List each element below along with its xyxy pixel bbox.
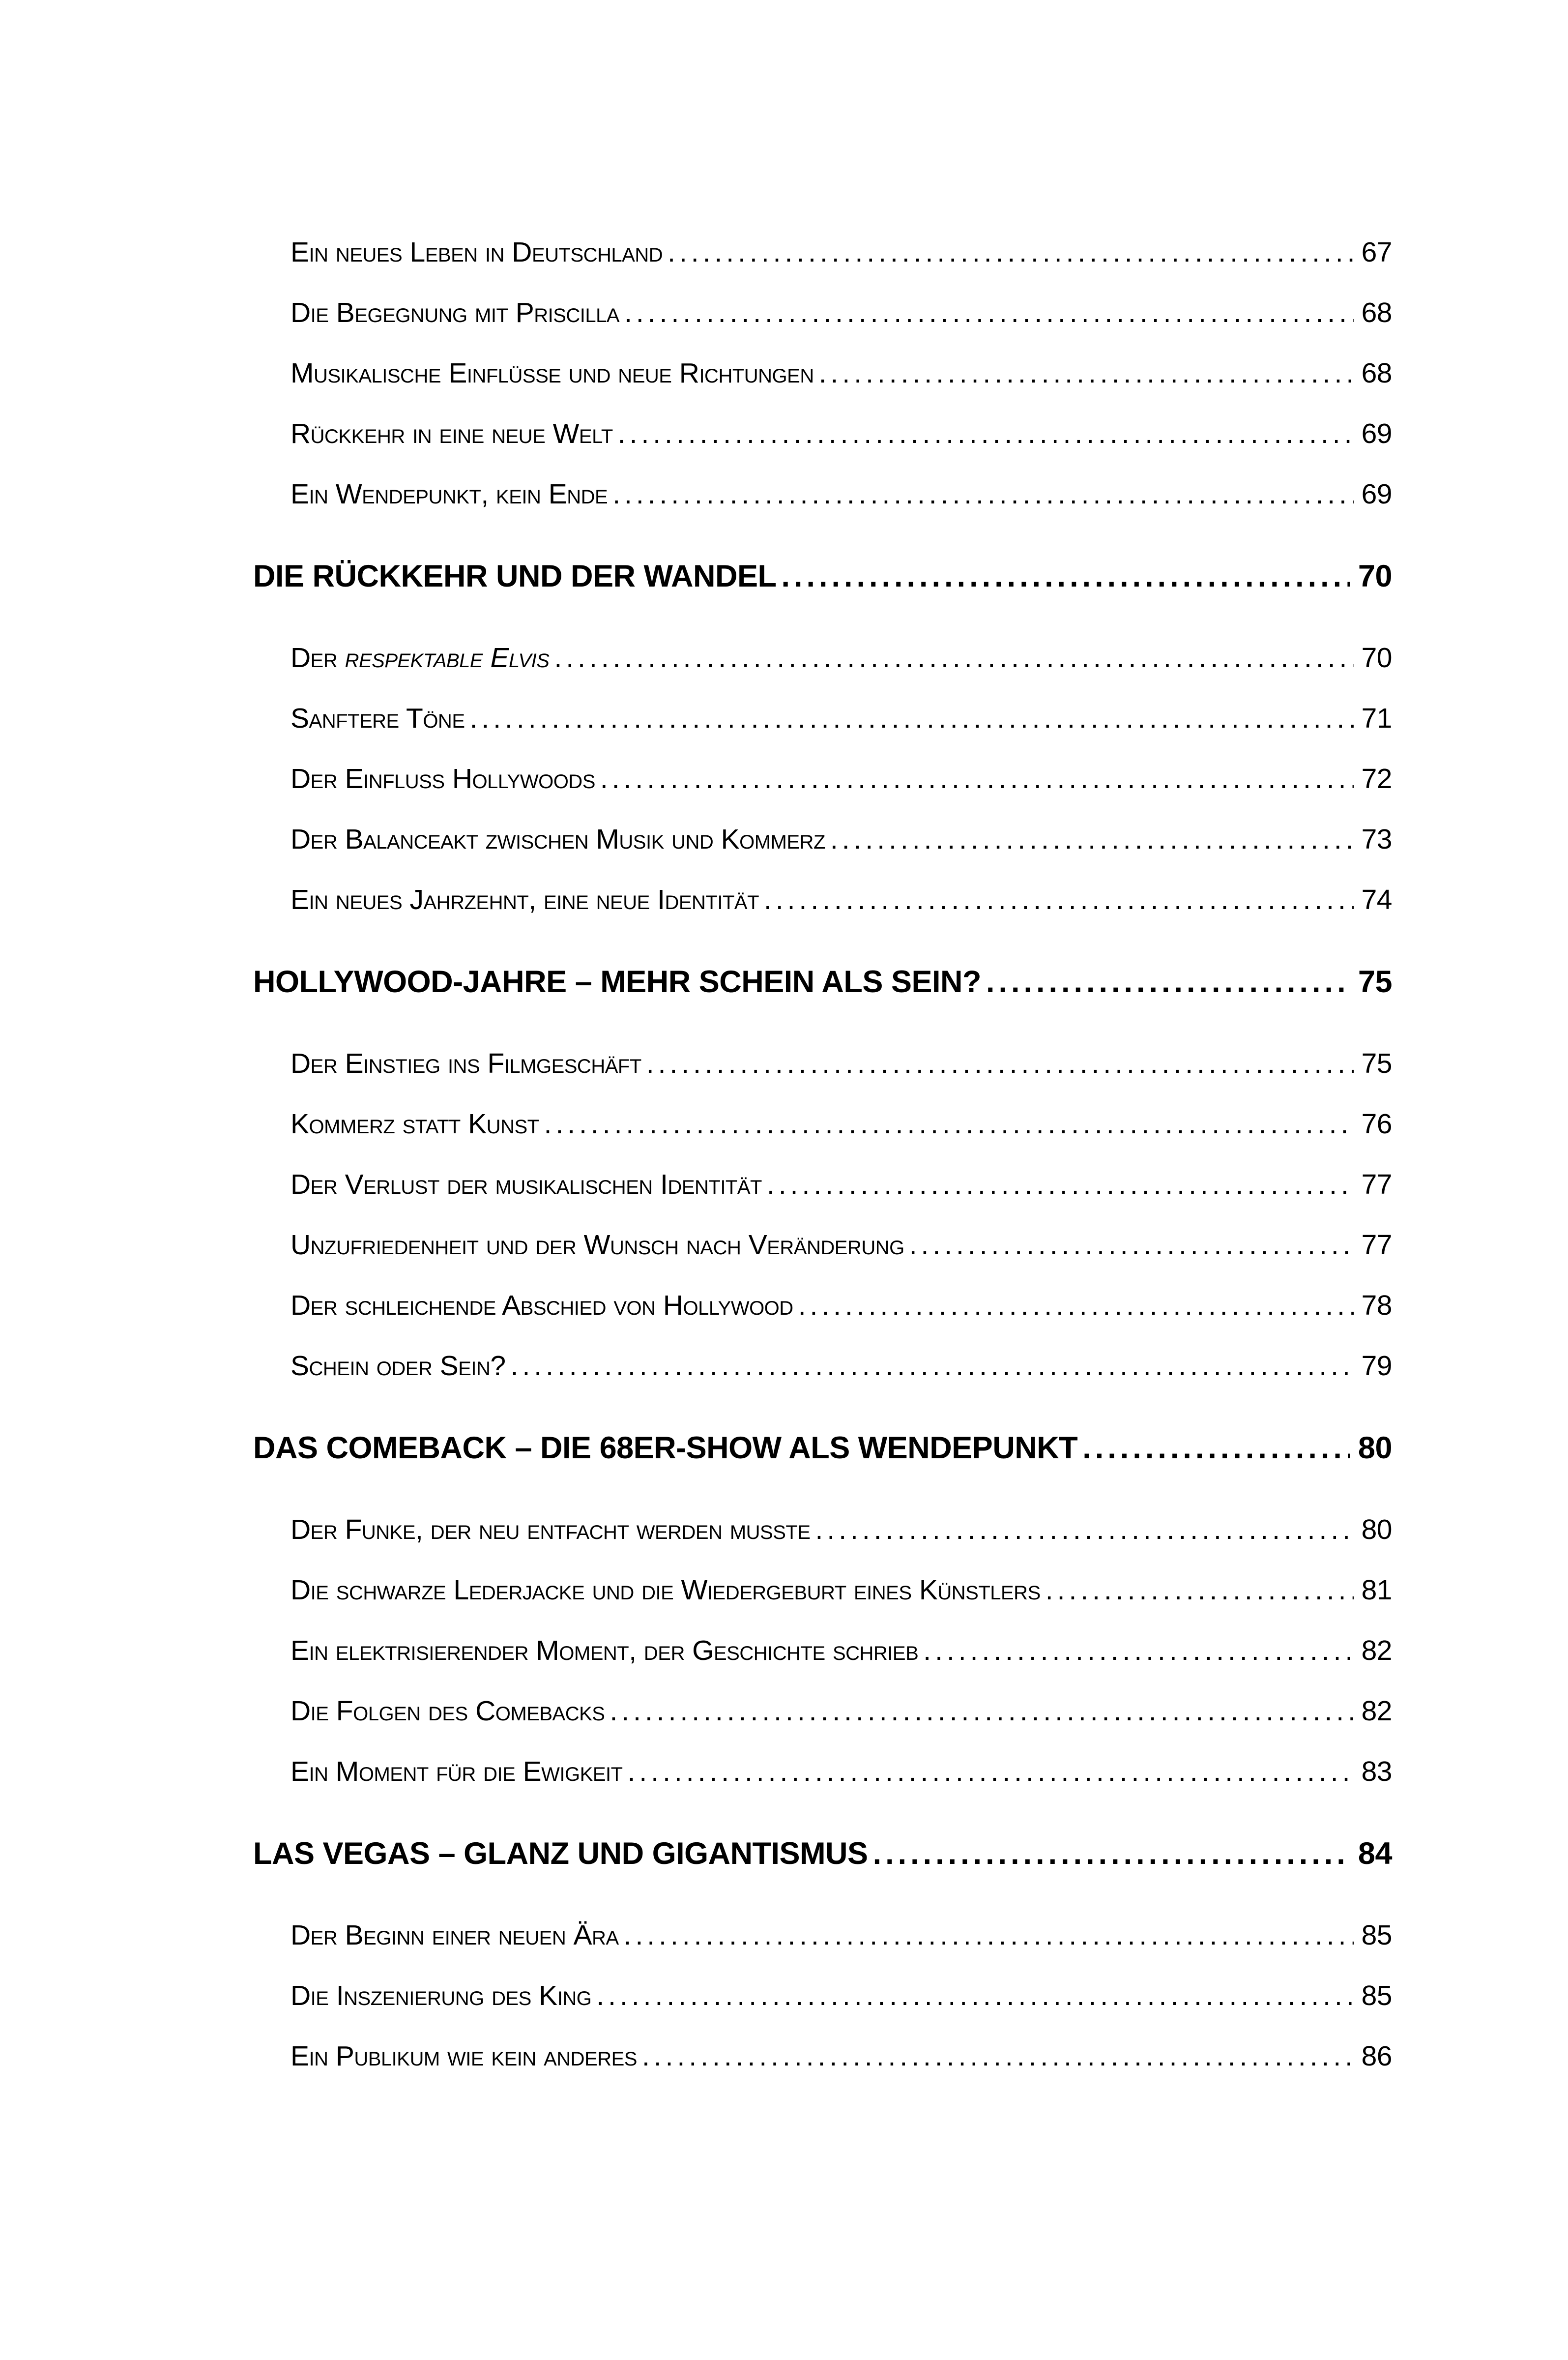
toc-entry[interactable] <box>253 809 1392 870</box>
toc-entry[interactable] <box>253 1154 1392 1215</box>
page-number: 81 <box>1361 1574 1392 1606</box>
toc-entry-text: Der schleichende Abschied von Hollywood <box>290 1290 793 1321</box>
toc-entry-title <box>290 1966 591 2026</box>
dot-leader <box>646 1033 1354 1094</box>
toc-entry-text: Die schwarze Lederjacke und die Wiedergeburt eines Künstlers <box>290 1574 1041 1606</box>
table-of-contents <box>253 222 1392 2087</box>
toc-entry[interactable] <box>253 222 1392 283</box>
toc-entry[interactable] <box>253 1500 1392 1560</box>
toc-entry-title <box>290 1154 762 1215</box>
toc-entry-text: Die Begegnung mit Priscilla <box>290 297 620 328</box>
dot-leader <box>923 1621 1353 1681</box>
dot-leader <box>668 222 1353 283</box>
toc-entry-title <box>290 688 465 749</box>
toc-entry[interactable] <box>253 1966 1392 2026</box>
toc-entry[interactable] <box>253 950 1392 1014</box>
toc-entry-text: Der Funke, der neu entfacht werden musste <box>290 1514 811 1545</box>
toc-entry-text: DIE RÜCKKEHR UND DER WANDEL <box>253 559 777 593</box>
toc-entry-text: HOLLYWOOD-JAHRE – MEHR SCHEIN ALS SEIN? <box>253 965 981 999</box>
toc-entry-title <box>290 1500 811 1560</box>
toc-entry-title <box>290 464 608 525</box>
page-number: 82 <box>1361 1635 1392 1666</box>
page-number: 76 <box>1361 1108 1392 1140</box>
toc-entry-title <box>290 1275 793 1336</box>
toc-entry-title <box>253 1822 868 1886</box>
toc-entry-text: Der Einstieg ins Filmgeschäft <box>290 1048 641 1079</box>
toc-entry-italic-text: respektable Elvis <box>345 642 550 674</box>
dot-leader <box>610 1681 1353 1741</box>
dot-leader <box>554 628 1353 688</box>
page-number: 69 <box>1361 478 1392 510</box>
toc-entry[interactable] <box>253 1033 1392 1094</box>
toc-entry[interactable] <box>253 283 1392 343</box>
toc-entry-text: Der Balanceakt zwischen Musik und Kommerz <box>290 824 825 855</box>
toc-entry[interactable] <box>253 1275 1392 1336</box>
toc-entry-text: Schein oder Sein? <box>290 1350 506 1382</box>
toc-entry-text: Der Beginn einer neuen Ära <box>290 1919 619 1951</box>
toc-entry[interactable] <box>253 2026 1392 2087</box>
toc-entry[interactable] <box>253 464 1392 525</box>
toc-entry-text: Ein Moment für die Ewigkeit <box>290 1756 623 1787</box>
toc-entry-title <box>290 749 595 809</box>
toc-entry-title <box>290 809 825 870</box>
toc-entry[interactable] <box>253 1336 1392 1396</box>
toc-entry[interactable] <box>253 1416 1392 1480</box>
toc-entry-title <box>290 628 549 688</box>
toc-entry-text: Der Verlust der musikalischen Identität <box>290 1169 762 1200</box>
page-number: 71 <box>1361 703 1392 734</box>
toc-entry-text: LAS VEGAS – GLANZ UND GIGANTISMUS <box>253 1836 868 1871</box>
toc-entry[interactable] <box>253 404 1392 464</box>
dot-leader <box>815 1500 1354 1560</box>
toc-entry-text: Ein elektrisierender Moment, der Geschichte schrieb <box>290 1635 919 1666</box>
toc-entry-title <box>290 1905 619 1966</box>
toc-entry-text: Ein Wendepunkt, kein Ende <box>290 478 608 510</box>
toc-entry-text: Unzufriedenheit und der Wunsch nach Veränderung <box>290 1229 904 1261</box>
dot-leader <box>798 1275 1354 1336</box>
dot-leader <box>1045 1560 1354 1621</box>
dot-leader <box>511 1336 1354 1396</box>
toc-entry[interactable] <box>253 1741 1392 1802</box>
dot-leader <box>544 1094 1354 1154</box>
toc-entry-text: Der Einfluss Hollywoods <box>290 763 595 795</box>
dot-leader <box>624 1905 1354 1966</box>
toc-entry-title <box>290 1681 605 1741</box>
page-number: 77 <box>1361 1229 1392 1261</box>
toc-entry-title <box>290 343 814 404</box>
toc-entry-title <box>290 1741 623 1802</box>
page-number: 85 <box>1361 1919 1392 1951</box>
page-number: 69 <box>1361 418 1392 449</box>
toc-entry[interactable] <box>253 628 1392 688</box>
toc-entry[interactable] <box>253 1681 1392 1741</box>
page-number: 78 <box>1361 1290 1392 1321</box>
page-number: 82 <box>1361 1695 1392 1727</box>
toc-entry[interactable] <box>253 1905 1392 1966</box>
page-number: 84 <box>1358 1836 1392 1871</box>
toc-entry[interactable] <box>253 749 1392 809</box>
page-number: 68 <box>1361 297 1392 328</box>
toc-entry[interactable] <box>253 1215 1392 1275</box>
page-number: 73 <box>1361 824 1392 855</box>
toc-entry-title <box>290 1094 539 1154</box>
dot-leader <box>470 688 1354 749</box>
dot-leader <box>612 464 1353 525</box>
dot-leader <box>767 1154 1354 1215</box>
dot-leader <box>596 1966 1353 2026</box>
dot-leader <box>624 283 1354 343</box>
toc-entry-title <box>290 283 619 343</box>
toc-entry-title <box>253 544 777 608</box>
toc-entry[interactable] <box>253 1621 1392 1681</box>
page-number: 83 <box>1361 1756 1392 1787</box>
toc-entry-title <box>290 1033 641 1094</box>
toc-entry-title <box>253 1416 1077 1480</box>
toc-entry[interactable] <box>253 1560 1392 1621</box>
toc-entry-title <box>290 1215 904 1275</box>
toc-entry-title <box>290 1560 1041 1621</box>
page-number: 68 <box>1361 357 1392 389</box>
toc-entry-text: Ein neues Leben in Deutschland <box>290 236 663 268</box>
toc-entry-title <box>290 222 663 283</box>
toc-entry[interactable] <box>253 544 1392 608</box>
toc-entry-text: DAS COMEBACK – DIE 68ER-SHOW ALS WENDEPUNKT <box>253 1431 1078 1465</box>
toc-entry-text: Rückkehr in eine neue Welt <box>290 418 613 449</box>
toc-entry-text: Sanftere Töne <box>290 703 465 734</box>
dot-leader <box>1082 1416 1350 1480</box>
dot-leader <box>600 749 1354 809</box>
dot-leader <box>909 1215 1354 1275</box>
toc-entry-title <box>290 870 759 930</box>
toc-entry-text: Musikalische Einflüsse und neue Richtungen <box>290 357 814 389</box>
page-number: 86 <box>1361 2040 1392 2072</box>
toc-entry-text: Die Folgen des Comebacks <box>290 1695 605 1727</box>
page-number: 67 <box>1361 236 1392 268</box>
toc-entry-title <box>290 404 613 464</box>
toc-entry-text: Der <box>290 642 345 674</box>
toc-entry[interactable] <box>253 1822 1392 1886</box>
dot-leader <box>819 343 1354 404</box>
toc-entry[interactable] <box>253 870 1392 930</box>
toc-entry[interactable] <box>253 1094 1392 1154</box>
dot-leader <box>618 404 1354 464</box>
page-number: 77 <box>1361 1169 1392 1200</box>
toc-entry-title <box>290 2026 637 2087</box>
page-number: 80 <box>1361 1514 1392 1545</box>
dot-leader <box>642 2026 1354 2087</box>
page-number: 72 <box>1361 763 1392 795</box>
page-number: 79 <box>1361 1350 1392 1382</box>
page-number: 80 <box>1358 1431 1392 1465</box>
dot-leader <box>628 1741 1354 1802</box>
toc-entry-title <box>290 1336 506 1396</box>
toc-entry-title <box>290 1621 918 1681</box>
toc-entry-text: Ein neues Jahrzehnt, eine neue Identität <box>290 884 759 915</box>
toc-entry[interactable] <box>253 688 1392 749</box>
dot-leader <box>764 870 1354 930</box>
dot-leader <box>986 950 1350 1014</box>
page-number: 74 <box>1361 884 1392 915</box>
dot-leader <box>830 809 1354 870</box>
page-number: 75 <box>1361 1048 1392 1079</box>
toc-entry-text: Ein Publikum wie kein anderes <box>290 2040 637 2072</box>
page-number: 85 <box>1361 1980 1392 2011</box>
dot-leader <box>782 544 1350 608</box>
page-number: 70 <box>1361 642 1392 674</box>
toc-entry-text: Die Inszenierung des King <box>290 1980 592 2011</box>
dot-leader <box>873 1822 1350 1886</box>
page-number: 75 <box>1358 965 1392 999</box>
page-number: 70 <box>1358 559 1392 593</box>
toc-entry-title <box>253 950 981 1014</box>
toc-entry[interactable] <box>253 343 1392 404</box>
toc-entry-text: Kommerz statt Kunst <box>290 1108 539 1140</box>
